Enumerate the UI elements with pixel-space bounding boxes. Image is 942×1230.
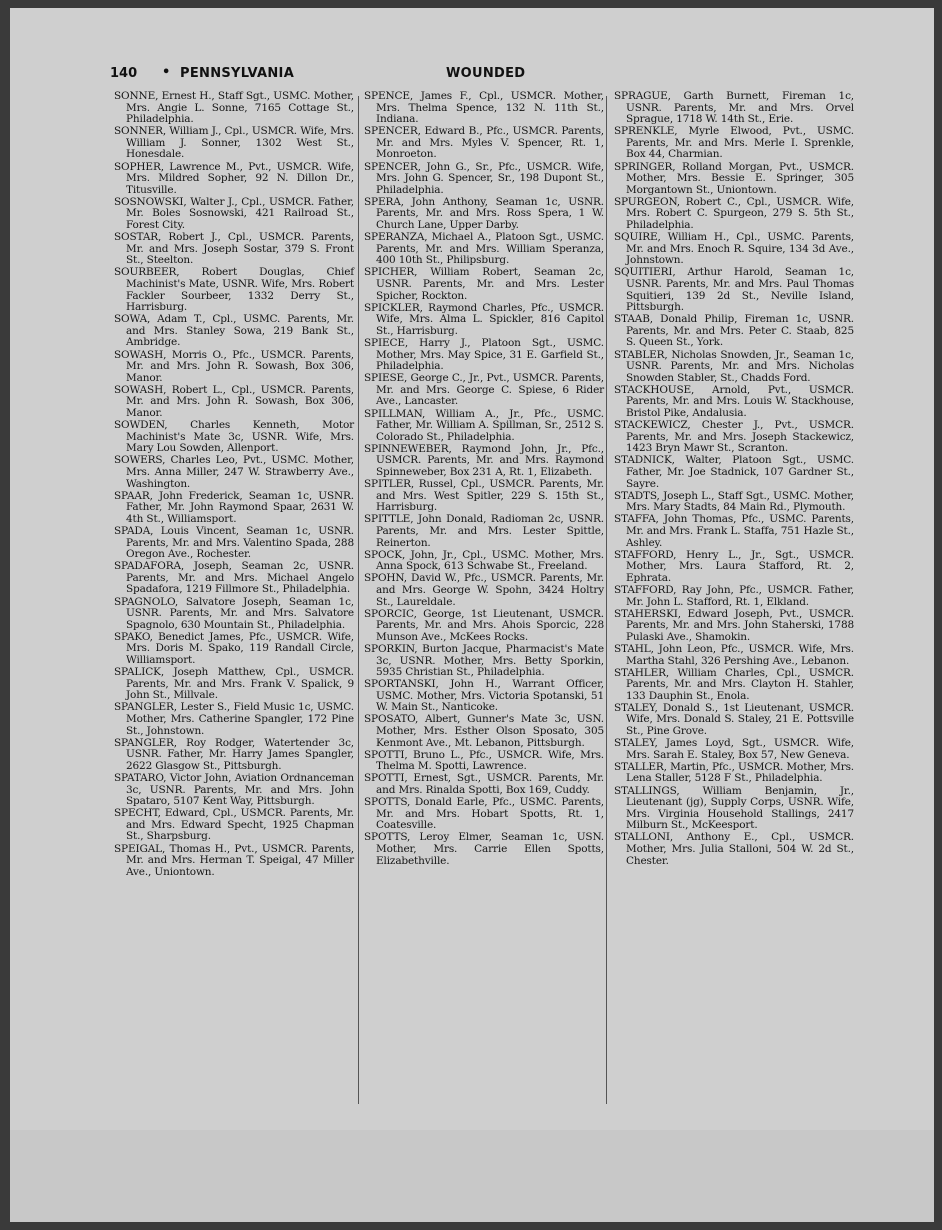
casualty-entry: SQUIRE, William H., Cpl., USMC. Parents, Mr. and Mrs. Enoch R. Squire, 134 3d Ave., Johnstown. [614,231,854,267]
casualty-entry: SPOSATO, Albert, Gunner's Mate 3c, USN. Mother, Mrs. Esther Olson Sposato, 305 Kenmont Ave., Mt. Lebanon, Pittsburgh. [364,713,604,749]
casualty-entry: STADTS, Joseph L., Staff Sgt., USMC. Mother, Mrs. Mary Stadts, 84 Main Rd., Plymouth. [614,489,854,514]
casualty-entry: SPRAGUE, Garth Burnett, Fireman 1c, USNR. Parents, Mr. and Mrs. Orvel Sprague, 1718 W. 14th St., Erie. [614,90,854,126]
casualty-entry: SPAAR, John Frederick, Seaman 1c, USNR. Father, Mr. John Raymond Spaar, 2631 W. 4th St., Williamsport. [114,489,354,525]
column-3 [614,91,854,868]
casualty-entry: STAHERSKI, Edward Joseph, Pvt., USMCR. Parents, Mr. and Mrs. John Staherski, 1788 Pulaski Ave., Shamokin. [614,607,854,643]
casualty-entry: STAHLER, William Charles, Cpl., USMCR. Parents, Mr. and Mrs. Clayton H. Stahler, 133 Dauphin St., Enola. [614,666,854,702]
casualty-entry: SPITTLE, John Donald, Radioman 2c, USNR. Parents, Mr. and Mrs. Lester Spittle, Reinerton. [364,513,604,549]
casualty-entry: STAFFA, John Thomas, Pfc., USMC. Parents, Mr. and Mrs. Frank L. Staffa, 751 Hazle St., Ashley. [614,513,854,549]
page-number: 140 [110,66,138,81]
page-bottom-margin [10,1130,934,1222]
casualty-entry: SPAKO, Benedict James, Pfc., USMCR. Wife, Mrs. Doris M. Spako, 119 Randall Circle, Williamsport. [114,630,354,666]
casualty-entry: SPORTANSKI, John H., Warrant Officer, USMC. Mother, Mrs. Victoria Spotanski, 51 W. Main St., Nanticoke. [364,678,604,714]
casualty-entry: STALLER, Martin, Pfc., USMCR. Mother, Mrs. Lena Staller, 5128 F St., Philadelphia. [614,760,854,785]
casualty-entry: SPENCE, James F., Cpl., USMCR. Mother, Mrs. Thelma Spence, 132 N. 11th St., Indiana. [364,90,604,126]
casualty-entry: SOWASH, Morris O., Pfc., USMCR. Parents, Mr. and Mrs. John R. Sowash, Box 306, Manor. [114,348,354,384]
column-rule-right [606,96,607,1104]
casualty-entry: SPERA, John Anthony, Seaman 1c, USNR. Parents, Mr. and Mrs. Ross Spera, 1 W. Church Lane, Upper Darby. [364,195,604,232]
casualty-entry: SPOTTS, Leroy Elmer, Seaman 1c, USN. Mother, Mrs. Carrie Ellen Spotts, Elizabethville. [364,831,604,867]
casualty-entry: STACKEWICZ, Chester J., Pvt., USMCR. Parents, Mr. and Mrs. Joseph Stackewicz, 1423 Bryn Mawr St., Scranton. [614,419,854,455]
casualty-entry: SOWA, Adam T., Cpl., USMC. Parents, Mr. and Mrs. Stanley Sowa, 219 Bank St., Ambridge. [114,313,354,349]
casualty-entry: SPORCIC, George, 1st Lieutenant, USMCR. Parents, Mr. and Mrs. Ahois Sporcic, 228 Munson Ave., McKees Rocks. [364,607,604,643]
casualty-entry: STALEY, James Loyd, Sgt., USMCR. Wife, Mrs. Sarah E. Staley, Box 57, New Geneva. [614,737,854,761]
casualty-entry: SPALICK, Joseph Matthew, Cpl., USMCR. Parents, Mr. and Mrs. Frank V. Spalick, 9 John St., Millvale. [114,666,354,702]
casualty-entry: SPOHN, David W., Pfc., USMCR. Parents, Mr. and Mrs. George W. Spohn, 3424 Holtry St., Laureldale. [364,572,604,608]
casualty-entry: SPILLMAN, William A., Jr., Pfc., USMC. Father, Mr. William A. Spillman, Sr., 2512 S. Colorado St., Philadelphia. [364,407,604,443]
casualty-entry: SPINNEWEBER, Raymond John, Jr., Pfc., USMCR. Parents, Mr. and Mrs. Raymond Spinneweber, Box 231 A, Rt. 1, Elizabeth. [364,442,604,478]
casualty-entry: SPOTTS, Donald Earle, Pfc., USMC. Parents, Mr. and Mrs. Hobart Spotts, Rt. 1, Coatesville. [364,796,604,832]
casualty-entry: SOWASH, Robert L., Cpl., USMCR. Parents, Mr. and Mrs. John R. Sowash, Box 306, Manor. [114,383,354,420]
casualty-entry: SONNER, William J., Cpl., USMCR. Wife, Mrs. William J. Sonner, 1302 West St., Honesdale. [114,125,354,161]
casualty-entry: SPRENKLE, Myrle Elwood, Pvt., USMC. Parents, Mr. and Mrs. Merle I. Sprenkle, Box 44, Charmian. [614,125,854,161]
casualty-entry: STAHL, John Leon, Pfc., USMCR. Wife, Mrs. Martha Stahl, 326 Pershing Ave., Lebanon. [614,642,854,667]
casualty-entry: STAFFORD, Henry L., Jr., Sgt., USMCR. Mother, Mrs. Laura Stafford, Rt. 2, Ephrata. [614,548,854,584]
casualty-entry: SPITLER, Russel, Cpl., USMCR. Parents, Mr. and Mrs. West Spitler, 229 S. 15th St., Harrisburg. [364,478,604,514]
column-2 [364,91,604,868]
casualty-entry: STALLINGS, William Benjamin, Jr., Lieutenant (jg), Supply Corps, USNR. Wife, Mrs. Virginia Household Stallings, 2417 Milburn St., McKeesport. [614,784,854,832]
casualty-entry: SPORKIN, Burton Jacque, Pharmacist's Mate 3c, USNR. Mother, Mrs. Betty Sporkin, 5935 Christian St., Philadelphia. [364,642,604,679]
casualty-entry: SPADA, Louis Vincent, Seaman 1c, USNR. Parents, Mr. and Mrs. Valentino Spada, 288 Oregon Ave., Rochester. [114,524,354,561]
casualty-entry: SPOCK, John, Jr., Cpl., USMC. Mother, Mrs. Anna Spock, 613 Schwabe St., Freeland. [364,548,604,573]
casualty-entry: SPEIGAL, Thomas H., Pvt., USMCR. Parents, Mr. and Mrs. Herman T. Speigal, 47 Miller Ave., Uniontown. [114,842,354,878]
casualty-entry: SPRINGER, Rolland Morgan, Pvt., USMCR. Mother, Mrs. Bessie E. Springer, 305 Morgantown St., Uniontown. [614,160,854,196]
casualty-entry: SPADAFORA, Joseph, Seaman 2c, USNR. Parents, Mr. and Mrs. Michael Angelo Spadafora, 1219 Fillmore St., Philadelphia. [114,560,354,596]
casualty-entry: SONNE, Ernest H., Staff Sgt., USMC. Mother, Mrs. Angie L. Sonne, 7165 Cottage St., Philadelphia. [114,90,354,126]
casualty-entry: STADNICK, Walter, Platoon Sgt., USMC. Father, Mr. Joe Stadnick, 107 Gardner St., Sayre. [614,454,854,490]
casualty-entry: SPERANZA, Michael A., Platoon Sgt., USMC. Parents, Mr. and Mrs. William Speranza, 400 10th St., Philipsburg. [364,231,604,267]
casualty-entry: STACKHOUSE, Arnold, Pvt., USMCR. Parents, Mr. and Mrs. Louis W. Stackhouse, Bristol Pike, Andalusia. [614,383,854,420]
casualty-entry: SOPHER, Lawrence M., Pvt., USMCR. Wife, Mrs. Mildred Sopher, 92 N. Dillon Dr., Titusville. [114,160,354,196]
casualty-entry: SOWDEN, Charles Kenneth, Motor Machinist's Mate 3c, USNR. Wife, Mrs. Mary Lou Sowden, Allenport. [114,419,354,455]
casualty-entry: SPANGLER, Lester S., Field Music 1c, USMC. Mother, Mrs. Catherine Spangler, 172 Pine St., Johnstown. [114,701,354,737]
column-1 [114,91,354,879]
casualty-entry: SOWERS, Charles Leo, Pvt., USMC. Mother, Mrs. Anna Miller, 247 W. Strawberry Ave., Washington. [114,454,354,490]
casualty-entry: STAFFORD, Ray John, Pfc., USMCR. Father, Mr. John L. Stafford, Rt. 1, Elkland. [614,583,854,608]
casualty-entry: SPAGNOLO, Salvatore Joseph, Seaman 1c, USNR. Parents, Mr. and Mrs. Salvatore Spagnolo, 630 Mountain St., Philadelphia. [114,595,354,631]
casualty-entry: STALLONI, Anthony E., Cpl., USMCR. Mother, Mrs. Julia Stalloni, 504 W. 2d St., Chester. [614,831,854,867]
casualty-entry: SOSNOWSKI, Walter J., Cpl., USMCR. Father, Mr. Boles Sosnowski, 421 Railroad St., Forest City. [114,195,354,232]
casualty-entry: SOURBEER, Robert Douglas, Chief Machinist's Mate, USNR. Wife, Mrs. Robert Fackler Sourbeer, 1332 Derry St., Harrisburg. [114,266,354,314]
casualty-entry: SPOTTI, Ernest, Sgt., USMCR. Parents, Mr. and Mrs. Rinalda Spotti, Box 169, Cuddy. [364,772,604,797]
casualty-entry: SPATARO, Victor John, Aviation Ordnanceman 3c, USNR. Parents, Mr. and Mrs. John Spataro, 5107 Kent Way, Pittsburgh. [114,771,354,808]
state-heading: PENNSYLVANIA [180,66,295,81]
casualty-entry: STABLER, Nicholas Snowden, Jr., Seaman 1c, USNR. Parents, Mr. and Mrs. Nicholas Snowden Stabler, St., Chadds Ford. [614,348,854,384]
casualty-entry: SOSTAR, Robert J., Cpl., USMCR. Parents, Mr. and Mrs. Joseph Sostar, 379 S. Front St., Steelton. [114,231,354,267]
header-separator: • [162,65,171,80]
casualty-entry: SPENCER, John G., Sr., Pfc., USMCR. Wife, Mrs. John G. Spencer, Sr., 198 Dupont St., Philadelphia. [364,160,604,196]
casualty-entry: STAAB, Donald Philip, Fireman 1c, USNR. Parents, Mr. and Mrs. Peter C. Staab, 825 S. Queen St., York. [614,313,854,349]
casualty-entry: SPECHT, Edward, Cpl., USMCR. Parents, Mr. and Mrs. Edward Specht, 1925 Chapman St., Sharpsburg. [114,807,354,843]
casualty-entry: SPIECE, Harry J., Platoon Sgt., USMC. Mother, Mrs. May Spice, 31 E. Garfield St., Philadelphia. [364,336,604,373]
section-heading: WOUNDED [446,66,526,81]
casualty-entry: SPANGLER, Roy Rodger, Watertender 3c, USNR. Father, Mr. Harry James Spangler, 2622 Glasgow St., Pittsburgh. [114,736,354,772]
casualty-entry: SPENCER, Edward B., Pfc., USMCR. Parents, Mr. and Mrs. Myles V. Spencer, Rt. 1, Monroeton. [364,125,604,161]
casualty-entry: SPURGEON, Robert C., Cpl., USMCR. Wife, Mrs. Robert C. Spurgeon, 279 S. 5th St., Philadelphia. [614,195,854,232]
casualty-entry: SQUITIERI, Arthur Harold, Seaman 1c, USNR. Parents, Mr. and Mrs. Paul Thomas Squitieri, 139 2d St., Neville Island, Pittsburgh. [614,266,854,314]
casualty-entry: SPICKLER, Raymond Charles, Pfc., USMCR. Wife, Mrs. Alma L. Spickler, 816 Capitol St., Harrisburg. [364,301,604,337]
casualty-entry: SPICHER, William Robert, Seaman 2c, USNR. Parents, Mr. and Mrs. Lester Spicher, Rockton. [364,266,604,302]
page-header [110,66,850,84]
casualty-entry: SPOTTI, Bruno L., Pfc., USMCR. Wife, Mrs. Thelma M. Spotti, Lawrence. [364,748,604,773]
casualty-entry: STALEY, Donald S., 1st Lieutenant, USMCR. Wife, Mrs. Donald S. Staley, 21 E. Pottsville St., Pine Grove. [614,701,854,738]
column-rule-left [358,96,359,1104]
casualty-entry: SPIESE, George C., Jr., Pvt., USMCR. Parents, Mr. and Mrs. George C. Spiese, 6 Rider Ave., Lancaster. [364,372,604,408]
